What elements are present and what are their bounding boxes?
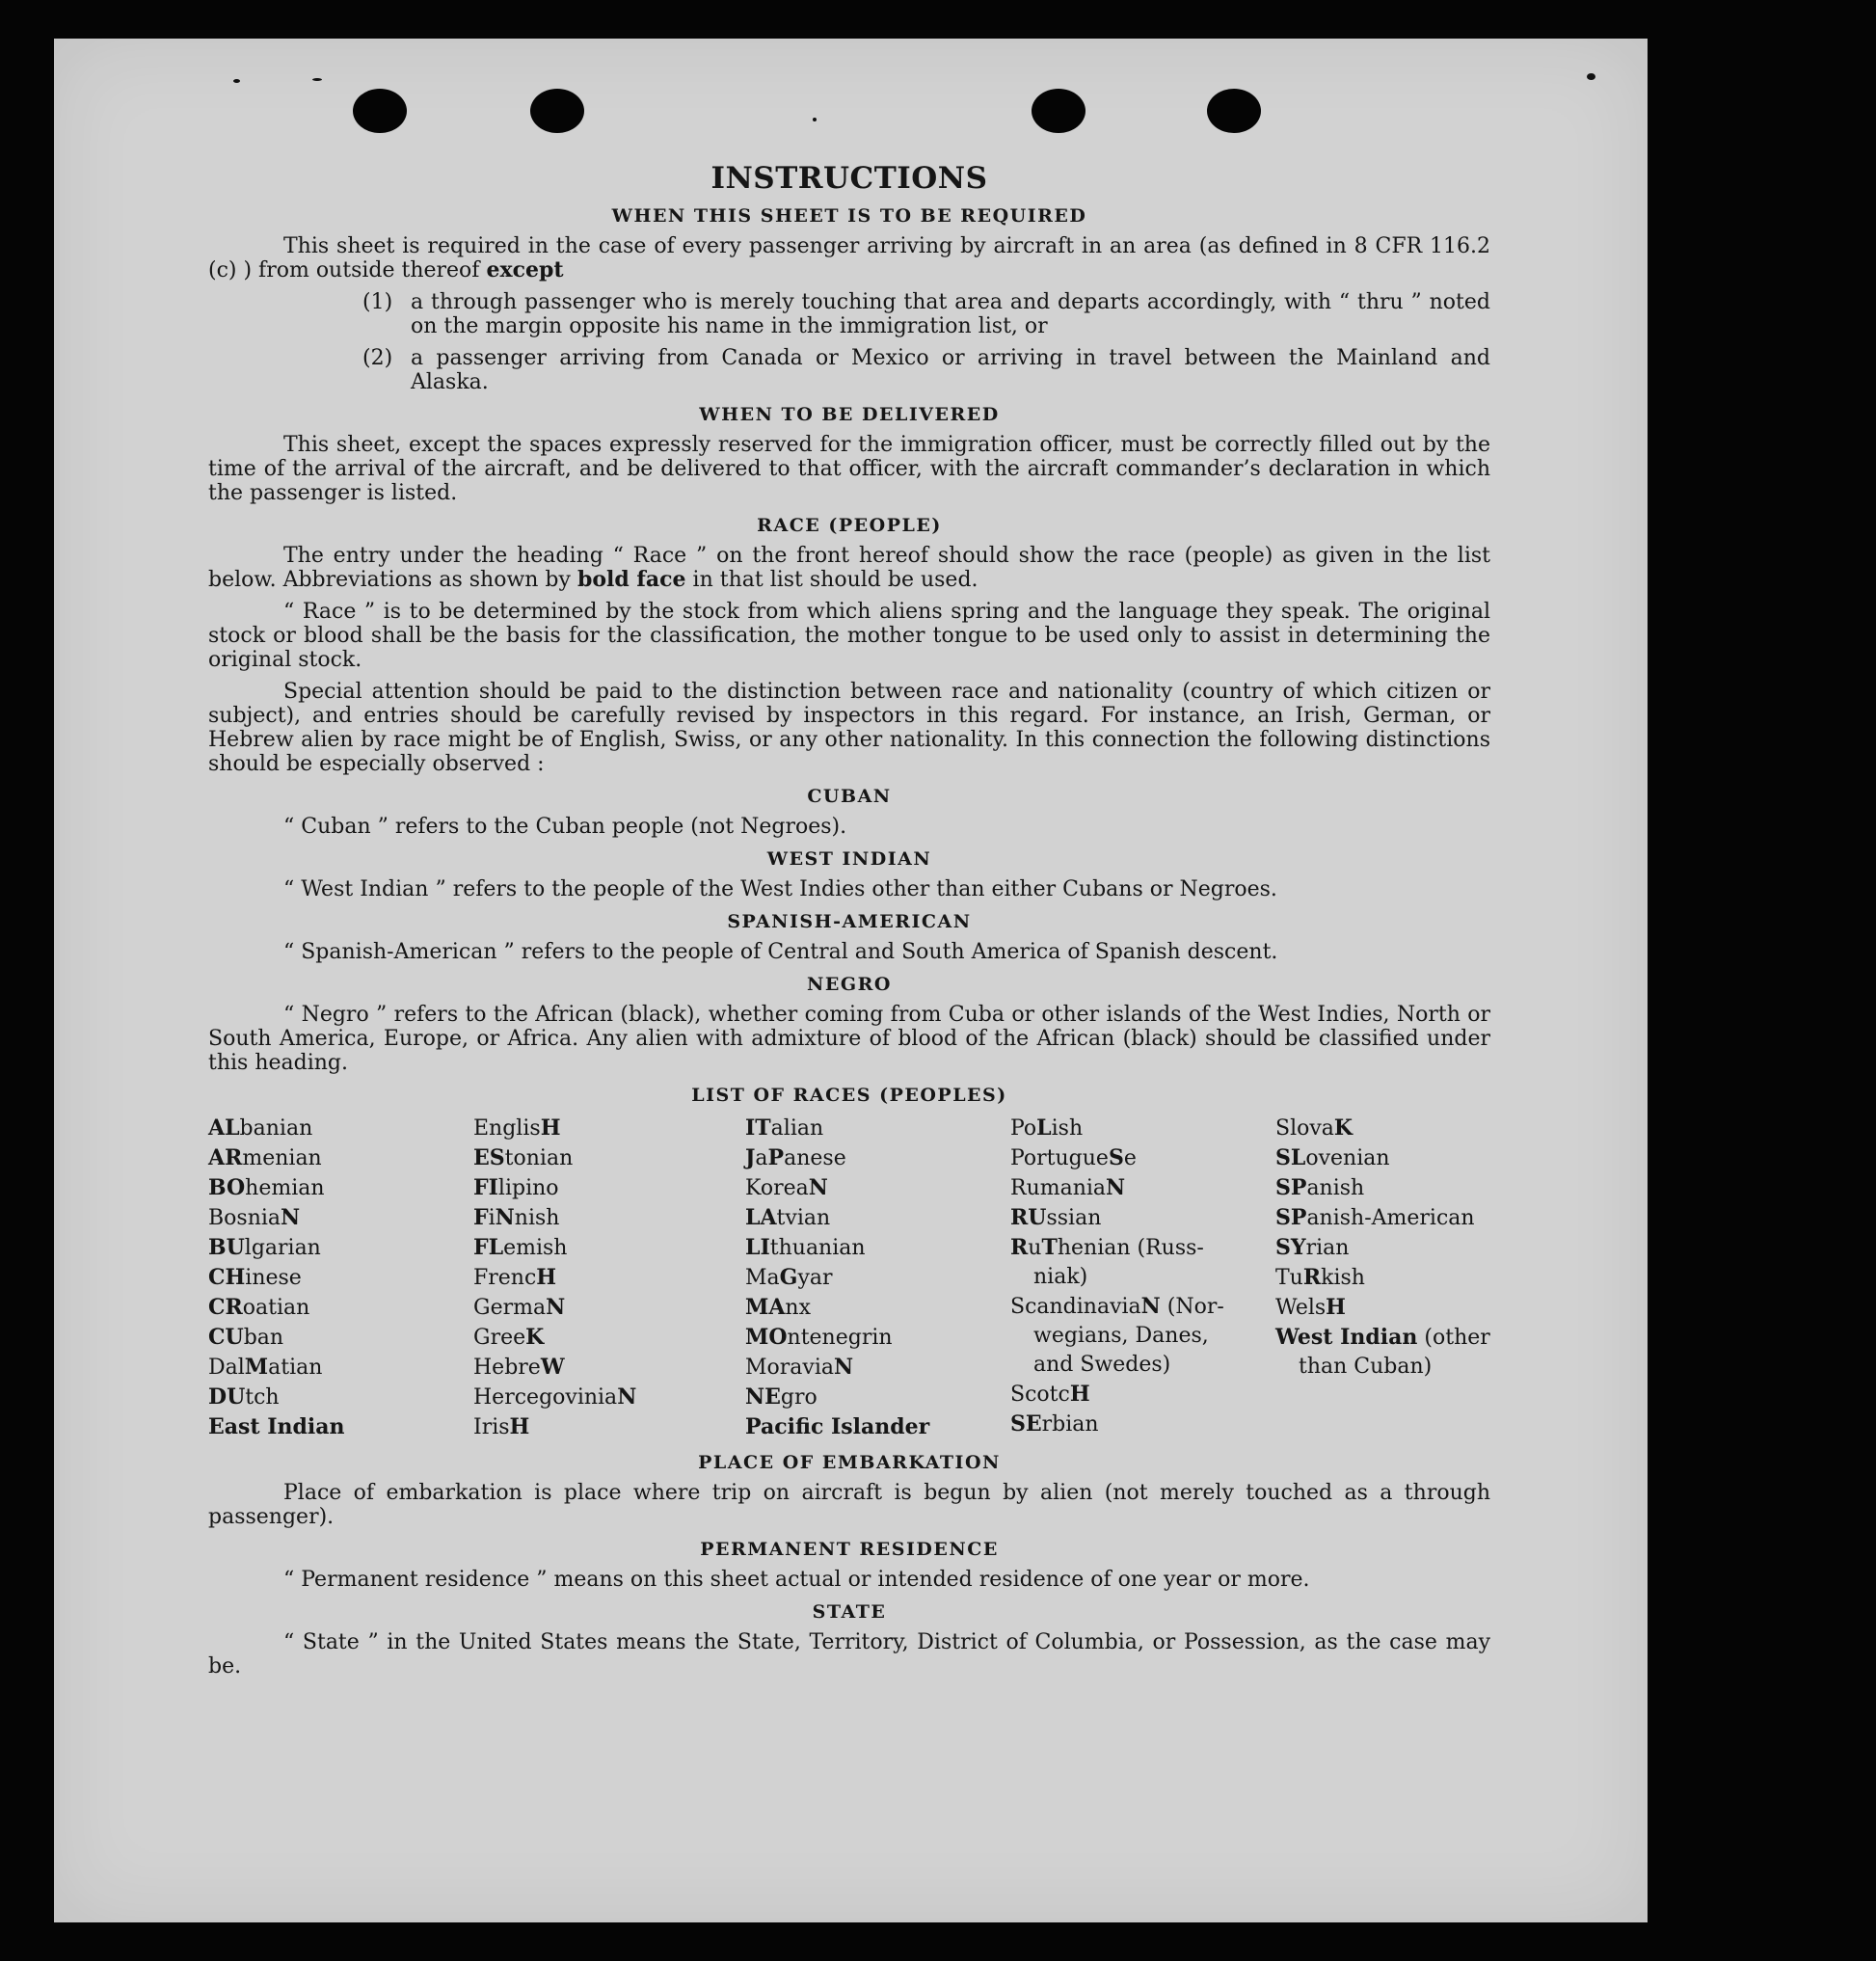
race-column <box>208 1114 473 1442</box>
speck <box>813 118 817 121</box>
race-entry: ALbanian <box>208 1115 313 1141</box>
race-entry: ScandinaviaN (Nor- <box>1010 1294 1224 1319</box>
section-heading-embarkation: PLACE OF EMBARKATION <box>698 1452 1001 1473</box>
race-entry: PoLish <box>1010 1115 1084 1141</box>
race-entry: EStonian <box>473 1145 574 1170</box>
race-entry: FIlipino <box>473 1175 559 1200</box>
exception-item-2: (2) a passenger arriving from Canada or Mexico or arriving in travel between the Mainland and Alaska. <box>362 346 1490 394</box>
race-entry: BUlgarian <box>208 1235 321 1260</box>
instructions-body <box>208 161 1490 1686</box>
race-entry: GermaN <box>473 1295 566 1320</box>
section-heading-spanish-american: SPANISH-AMERICAN <box>727 911 972 932</box>
race-entry: ARmenian <box>208 1145 322 1170</box>
section-heading-delivered: WHEN TO BE DELIVERED <box>699 404 1000 425</box>
race-entry: West Indian (other <box>1275 1325 1490 1350</box>
race-entry: DUtch <box>208 1384 280 1410</box>
negro-text: “ Negro ” refers to the African (black), whether coming from Cuba or other islands of the West Indies, North or South America, Europe, or Africa. Any alien with admixture of blood of the African (black) should be classified under this heading. <box>208 1003 1490 1075</box>
punch-hole <box>1207 89 1261 133</box>
race-entry: LIthuanian <box>745 1235 866 1260</box>
race-entry: Pacific Islander <box>745 1414 930 1439</box>
race-entry: TuRkish <box>1275 1265 1365 1290</box>
exception-item-1: (1) a through passenger who is merely touching that area and departs accordingly, with “ thru ” noted on the margin opposite his name in the immigration list, or <box>362 290 1490 338</box>
required-intro: This sheet is required in the case of every passenger arriving by aircraft in an area (as defined in 8 CFR 116.2 (c) ) from outside thereof except <box>208 234 1490 282</box>
race-entry: niak) <box>1033 1265 1088 1289</box>
punch-hole <box>1032 89 1085 133</box>
race-entry: JaPanese <box>745 1145 846 1170</box>
race-column <box>1010 1114 1275 1442</box>
west-indian-text: “ West Indian ” refers to the people of the West Indies other than either Cubans or Negroes. <box>283 877 1277 901</box>
race-entry: CRoatian <box>208 1295 310 1320</box>
race-entry: NEgro <box>745 1384 817 1410</box>
race-entry: SErbian <box>1010 1411 1099 1437</box>
race-entry: CUban <box>208 1325 284 1350</box>
race-entry: RuThenian (Russ- <box>1010 1235 1204 1260</box>
race-entry: RumaniaN <box>1010 1175 1126 1200</box>
race-entry: IrisH <box>473 1414 530 1439</box>
race-list <box>208 1114 1490 1442</box>
section-heading-race: RACE (PEOPLE) <box>757 515 942 536</box>
race-entry: DalMatian <box>208 1355 323 1380</box>
race-entry: KoreaN <box>745 1175 828 1200</box>
spanish-american-text: “ Spanish-American ” refers to the people of Central and South America of Spanish descent. <box>283 940 1278 964</box>
delivered-text: This sheet, except the spaces expressly reserved for the immigration officer, must be correctly filled out by the time of the arrival of the aircraft, and be delivered to that officer, with the aircraft commander’s declaration in which the passenger is listed. <box>208 433 1490 505</box>
race-entry: RUssian <box>1010 1205 1102 1230</box>
race-entry: FiNnish <box>473 1205 560 1230</box>
race-entry: SPanish <box>1275 1175 1365 1200</box>
race-entry: EnglisH <box>473 1115 561 1141</box>
section-heading-west-indian: WEST INDIAN <box>766 848 932 870</box>
section-heading-cuban: CUBAN <box>807 786 892 807</box>
section-heading-residence: PERMANENT RESIDENCE <box>700 1539 999 1560</box>
race-column <box>1275 1114 1490 1442</box>
race-entry: CHinese <box>208 1265 302 1290</box>
race-entry: ScotcH <box>1010 1382 1090 1407</box>
speck <box>312 78 322 81</box>
race-entry: PortugueSe <box>1010 1145 1137 1170</box>
race-entry: SLovenian <box>1275 1145 1390 1170</box>
state-text: “ State ” in the United States means the State, Territory, District of Columbia, or Possession, as the case may be. <box>208 1630 1490 1679</box>
race-entry: HercegoviniaN <box>473 1384 637 1410</box>
race-column <box>473 1114 745 1442</box>
race-entry: SlovaK <box>1275 1115 1353 1141</box>
section-heading-race-list: LIST OF RACES (PEOPLES) <box>691 1085 1007 1106</box>
embarkation-text: Place of embarkation is place where trip on aircraft is begun by alien (not merely touched as a through passenger). <box>208 1481 1490 1529</box>
race-entry: MOntenegrin <box>745 1325 893 1350</box>
race-entry: GreeK <box>473 1325 545 1350</box>
race-entry: LAtvian <box>745 1205 831 1230</box>
race-entry: MAnx <box>745 1295 811 1320</box>
race-entry: WelsH <box>1275 1295 1346 1320</box>
race-entry: BOhemian <box>208 1175 325 1200</box>
race-column <box>745 1114 1010 1442</box>
race-entry: HebreW <box>473 1355 565 1380</box>
race-entry: FLemish <box>473 1235 568 1260</box>
cuban-text: “ Cuban ” refers to the Cuban people (not Negroes). <box>283 815 847 839</box>
race-paragraph-1: The entry under the heading “ Race ” on the front hereof should show the race (people) as given in the list below. Abbreviations as shown by bold face in that list should be used. <box>208 544 1490 592</box>
section-heading-required: WHEN THIS SHEET IS TO BE REQUIRED <box>611 205 1087 227</box>
race-entry: than Cuban) <box>1299 1355 1433 1379</box>
race-entry: FrencH <box>473 1265 557 1290</box>
race-entry: SPanish-American <box>1275 1205 1475 1230</box>
section-heading-state: STATE <box>812 1601 887 1623</box>
race-entry: ITalian <box>745 1115 824 1141</box>
page-title: INSTRUCTIONS <box>710 161 988 196</box>
race-entry: wegians, Danes, <box>1033 1324 1209 1348</box>
race-entry: BosniaN <box>208 1205 301 1230</box>
race-entry: MoraviaN <box>745 1355 854 1380</box>
race-entry: and Swedes) <box>1033 1353 1171 1377</box>
punch-hole <box>530 89 584 133</box>
residence-text: “ Permanent residence ” means on this sheet actual or intended residence of one year or more. <box>283 1568 1310 1592</box>
race-paragraph-3: Special attention should be paid to the distinction between race and nationality (country of which citizen or subject), and entries should be carefully revised by inspectors in this regard. For instance, an Irish, German, or Hebrew alien by race might be of English, Swiss, or any other nationality. In this connection the following distinctions should be especially observed : <box>208 680 1490 776</box>
race-paragraph-2: “ Race ” is to be determined by the stock from which aliens spring and the language they speak. The original stock or blood shall be the basis for the classification, the mother tongue to be used only to assist in determining the original stock. <box>208 600 1490 672</box>
race-entry: East Indian <box>208 1414 345 1439</box>
race-entry: SYrian <box>1275 1235 1350 1260</box>
speck <box>233 79 240 83</box>
race-entry: MaGyar <box>745 1265 833 1290</box>
punch-hole <box>353 89 407 133</box>
speck <box>1587 73 1595 80</box>
document-page <box>54 39 1648 1922</box>
section-heading-negro: NEGRO <box>807 974 892 995</box>
